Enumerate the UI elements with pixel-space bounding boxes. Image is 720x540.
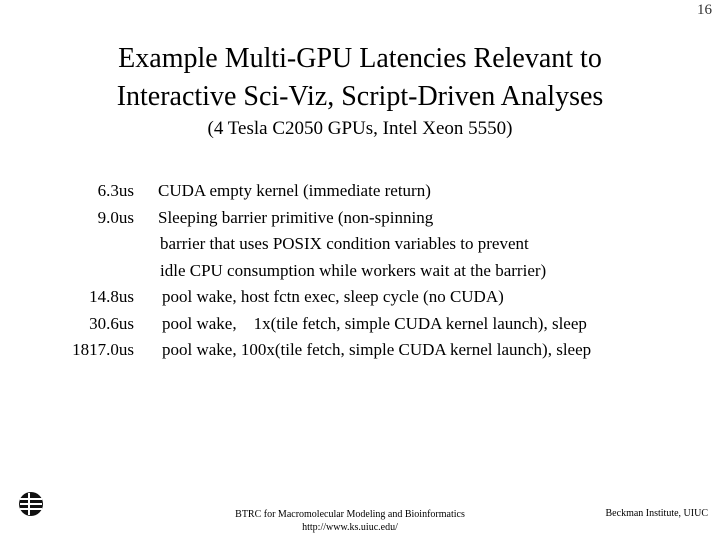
ncsa-logo-icon [6, 490, 56, 535]
latency-value: 1817.0us [72, 340, 134, 359]
latency-description: pool wake, 1x(tile fetch, simple CUDA kernel launch), sleep [162, 313, 587, 333]
page-number: 16 [697, 2, 712, 18]
title-line-1: Example Multi-GPU Latencies Relevant to [118, 43, 602, 74]
latency-values [20, 178, 134, 364]
latency-description: Sleeping barrier primitive (non-spinning [158, 207, 434, 227]
latency-description: barrier that uses POSIX condition variables to prevent [160, 234, 529, 253]
latency-description: CUDA empty kernel (immediate return) [158, 181, 431, 200]
slide-title [0, 40, 720, 116]
latency-value [20, 231, 134, 258]
latency-description: idle CPU consumption while workers wait at the barrier) [160, 260, 547, 280]
latency-value: 6.3us [97, 181, 134, 200]
latency-value: 14.8us [89, 287, 134, 306]
footer-center-line1: BTRC for Macromolecular Modeling and Bioinformatics [235, 509, 465, 520]
latency-description: pool wake, host fctn exec, sleep cycle (no CUDA) [162, 287, 504, 306]
latency-descriptions [158, 178, 703, 364]
footer-center [200, 508, 500, 534]
slide-subtitle: (4 Tesla C2050 GPUs, Intel Xeon 5550) [207, 118, 513, 139]
latency-value: 9.0us [97, 207, 134, 227]
title-line-2: Interactive Sci-Viz, Script-Driven Analyses [116, 81, 604, 112]
footer-right: Beckman Institute, UIUC [605, 508, 708, 519]
latency-description: pool wake, 100x(tile fetch, simple CUDA kernel launch), sleep [162, 340, 592, 359]
latency-value: 30.6us [89, 313, 134, 333]
footer-url[interactable]: http://www.ks.uiuc.edu/ [302, 522, 398, 533]
latency-value [20, 258, 134, 285]
